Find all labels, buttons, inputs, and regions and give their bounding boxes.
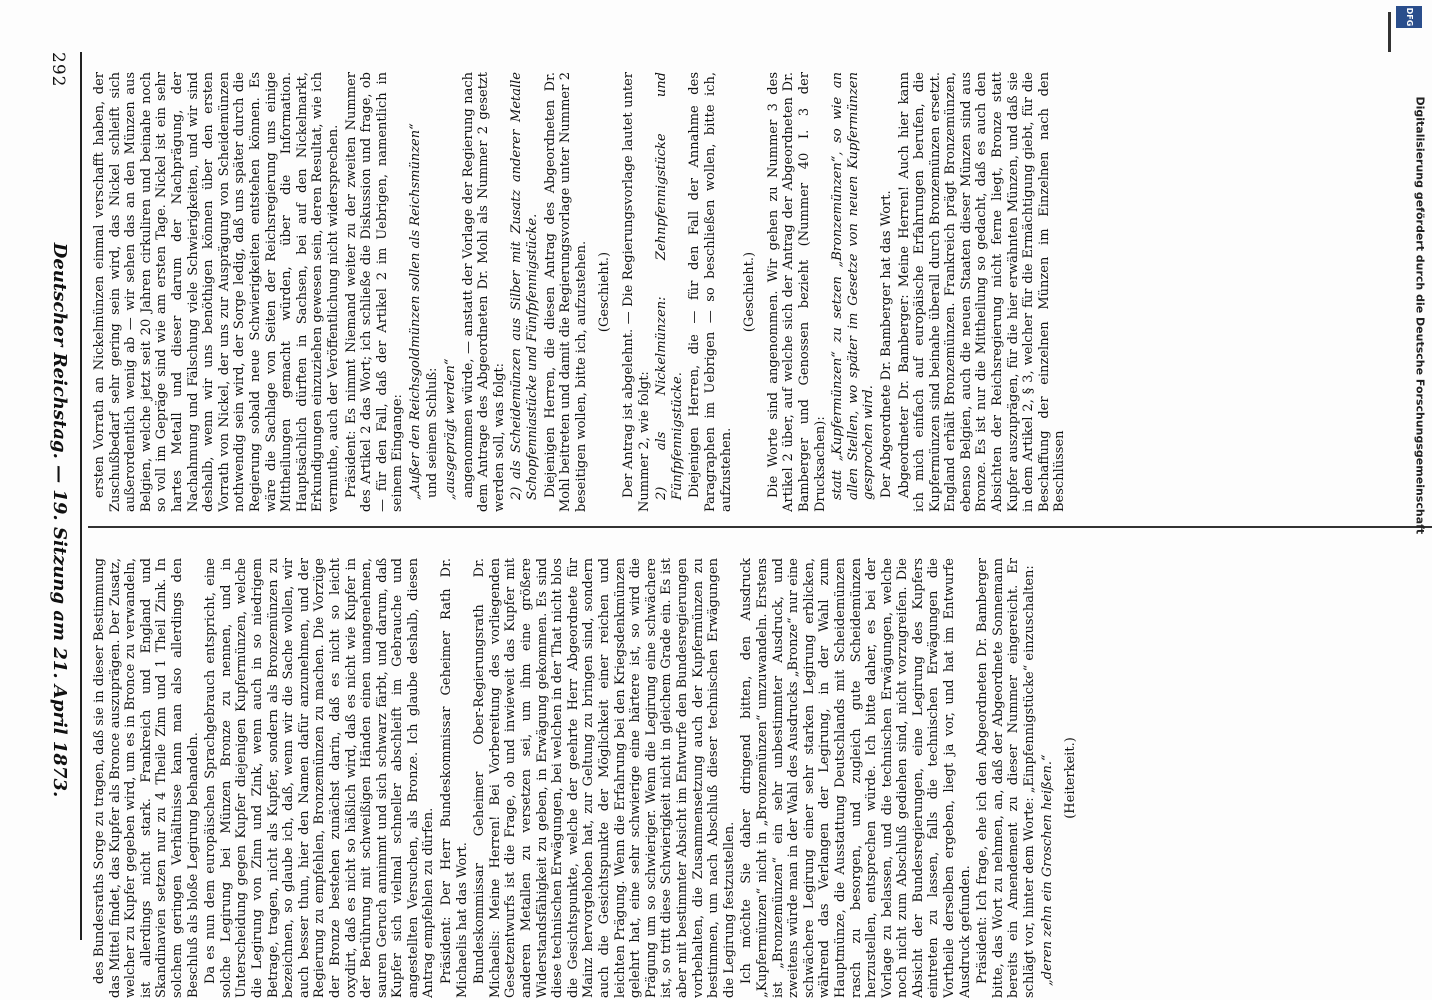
text-column-left bbox=[92, 72, 1377, 512]
paragraph: Die Worte sind angenommen. Wir gehen zu Nummer 3 des Artikel 2 über, auf welche sich der Antrag der Abgeordneten Dr. Bamberger und Genossen bezieht (Nummer 40 I. 3 der Drucksachen): bbox=[765, 72, 828, 512]
quoted-text: „Außer den Reichsgoldmünzen sollen als Reichsmünzen“ bbox=[407, 123, 423, 500]
paragraph: Bundeskommissar Geheimer Ober-Regierungsrath Dr. Michaelis: Meine Herren! Bei Vorbereitung des vorliegenden Gesetzentwurfs ist die Frage, ob und inwieweit das Kupfer mit anderen Metallen zu versetzen sei, um ihm eine größere Widerstandsfähigkeit zu geben, in Erwägung gekommen. Es sind diese technischen Erwägungen, bei welchen in der That nicht blos die Gesichtspunkte, welche der geehrte Herr Abgeordnete für Mainz hervorgehoben hat, zur Geltung zu bringen sind, sondern auch die Gesichtspunkte der Möglichkeit einer reichen und leichten Prägung. Wenn die Erfahrung bei den Kriegsdenkmünzen gelehrt hat, eine sehr schwierige eine härtere ist, so wird die Prägung um so schwieriger. Wenn die Legirung eine schwächere ist, so tritt diese Schwierigkeit nicht in gleichem Grade ein. Es ist aber mit bestimmter Absicht im Entwurfe den Bundesregierungen vorbehalten, die Zusammensetzung auch der Kupfermünzen zu bestimmen, um nach Abschluß dieser technischen Erwägungen die Legirung festzustellen. bbox=[472, 558, 737, 998]
dfg-logo: DFG bbox=[1396, 6, 1422, 28]
stage-direction: (Geschieht.) bbox=[742, 251, 758, 333]
quoted-text: 2) als Nickelmünzen: Zehnpfennigstücke und Fünfpfennigstücke. bbox=[654, 72, 685, 500]
paragraph: Präsident: Es nimmt Niemand weiter zu der zweiten Nummer des Artikel 2 das Wort; ich schließe die Diskussion und frage, ob — für den Fall, daß der Artikel 2 im Uebrigen, namentlich in seinem Eingange: bbox=[343, 72, 406, 512]
paragraph: angenommen würde, — anstatt der Vorlage der Regierung nach dem Antrage des Abgeordneten Dr. Mohl als Nummer 2 gesetzt werden soll, was folgt: bbox=[460, 72, 507, 512]
paragraph: Der Antrag ist abgelehnt. — Die Regierungsvorlage lautet unter Nummer 2, wie folgt: bbox=[621, 72, 652, 512]
text-column-right bbox=[92, 558, 1377, 998]
stage-direction: (Geschieht.) bbox=[597, 251, 613, 333]
quoted-text: statt „Kupfermünzen“ zu setzen „Bronzemünzen“, so wie an allen Stellen, wo später im Gesetze von neuen Kupfermünzen gesprochen wird. bbox=[830, 72, 877, 500]
paragraph: und seinem Schluß: bbox=[425, 367, 441, 498]
running-head: Deutscher Reichstag. — 19. Sitzung am 21. April 1873. bbox=[49, 242, 70, 798]
paragraph: Ich möchte Sie daher dringend bitten, den Ausdruck „Kupfermünzen“ nicht in „Bronzemünzen“ umzuwandeln. Erstens ist „Bronzemünzen“ ein sehr unbestimmter Ausdruck, und zweitens würde man in der Wahl des Ausdrucks „Bronze“ nur eine schwächere Legirung einer sehr starken Legirung erblicken, während das Verlangen der Legirung, in der Wahl zum Hauptmünze, die Ausstattung Deutschlands mit Scheidemünzen rasch zu besorgen, und zugleich gute Scheidemünzen herzustellen, entsprechen würde. Ich bitte daher, es bei der Vorlage zu belassen, und die technischen Erwägungen, welche noch nicht zum Abschluß gediehen sind, nicht vorzugreifen. Die Absicht der Bundesregierungen, eine Legirung des Kupfers eintreten zu lassen, falls die technischen Erwägungen die Vortheile derselben ergeben, liegt ja vor, und hat im Entwurfe Ausdruck gefunden. bbox=[739, 558, 973, 998]
paragraph: Präsident: Ich frage, ehe ich den Abgeordneten Dr. Bamberger bitte, das Wort zu nehmen, an, daß der Abgeordnete Sonnemann bereits ein Amendement zu dieser Nummer eingereicht. Er schlägt vor, hinter dem Worte: „Einpfennigstücke“ einzuschalten: bbox=[975, 558, 1038, 998]
scan-edge-marker bbox=[1388, 12, 1391, 52]
paragraph: Diejenigen Herren, die diesen Antrag des Abgeordneten Dr. Mohl beitreten und damit die Regierungsvorlage unter Nummer 2 beseitigen wollen, bitte ich, aufzustehen. bbox=[542, 72, 589, 512]
paragraph: Der Abgeordnete Dr. Bamberger hat das Wort. bbox=[878, 190, 894, 498]
paragraph: Präsident: Der Herr Bundeskommissar Geheimer Rath Dr. Michaelis hat das Wort. bbox=[439, 558, 470, 998]
paragraph: Diejenigen Herren, die — für den Fall der Annahme des Paragraphen im Uebrigen — so beschließen wollen, bitte ich, aufzustehen. bbox=[687, 72, 734, 512]
quoted-text: „ausgeprägt werden“ bbox=[443, 358, 459, 500]
paragraph: Da es nun dem europäischen Sprachgebrauch entspricht, eine solche Legirung bei Münzen Bronze zu nennen, und in Unterscheidung gegen Kupfer diejenigen Kupfermünzen, welche die Legirung von Zinn und Zink, wenn auch in so niedrigem Betrage, tragen, nicht als Kupfer, sondern als Bronzemünzen zu bezeichnen, so glaube ich, daß, wenn wir die Sache wollen, wir auch besser thun, hier den Namen dafür anzunehmen, und der Regierung zu empfehlen, Bronzemünzen zu machen. Die Vorzüge der Bronze bestehen zunächst darin, daß es nicht so leicht oxydirt, daß es nicht so häßlich wird, daß es nicht wie Kupfer in der Berührung mit schweißigen Händen einen unangenehmen, sauren Geruch annimmt und sich schwarz färbt, und darum, daß Kupfer sich vielmal schneller abschleift im Gebrauche und angestellten Versuchen, als Bronze. Ich glaube deshalb, diesen Antrag empfehlen zu dürfen. bbox=[203, 558, 437, 998]
stage-direction: (Heiterkeit.) bbox=[1063, 737, 1079, 819]
quoted-text: 2) als Scheidemünzen aus Silber mit Zusatz anderer Metalle Schopfenniastücke und Fünfpfennigstücke. bbox=[509, 72, 541, 500]
header-rule bbox=[80, 52, 82, 940]
quoted-text: „deren zehn ein Groschen heißen.“ bbox=[1039, 754, 1055, 986]
paragraph: ersten Vorrath an Nickelmünzen einmal verschafft haben, der Zuschußbedarf sehr gering sein wird, das Nickel schleift sich außerordentlich wenig ab — wir sehen das an den Münzen aus Belgien, welche jetzt seit 20 Jahren cirkuliren und beinahe noch so voll im Gepräge sind wie am ersten Tage. Nickel ist ein sehr hartes Metall und dieser darum der Nachprägung, der Nachahmung und Fälschung viele Schwierigkeiten, und wir sind deshalb, wenn wir uns benöthigen können über den ersten Vorrath von Nickel, der uns zur Ausprägung von Scheidemünzen nothwendig sein wird, der Sorge ledig, daß uns später durch die Regierung sobald neue Schwierigkeiten entstehen können. Es wäre die Sachlage von Seiten der Reichsregierung uns einige Mittheilungen gemacht würden, über die Information. Hauptsächlich dürften in Sachsen, bei auf den Nickelmarkt, Erkundigungen einzuziehen gewesen sein, deren Resultat, wie ich vermuthe, auch der Veröffentlichung nicht widersprechen. bbox=[92, 72, 341, 512]
column-divider bbox=[88, 526, 1432, 528]
paragraph: Abgeordneter Dr. Bamberger: Meine Herren! Auch hier kann ich mich einfach auf europäische Erfahrungen berufen, die Kupfermünzen sind beinahe überall durch Bronzemünzen ersetzt. England erhält Bronzemünzen. Frankreich prägt Bronzemünzen, ebenso Belgien, auch die neuen Staaten dieser Münzen sind aus Bronze. Es ist nur die Mittheilung so gedacht, daß es auch den Absichten der Reichsregierung nicht ferne liegt, Bronze statt Kupfer auszuprägen, für die hier erwähnten Münzen, und daß sie in dem Artikel 2, § 3, welcher für die Ermächtigung giebt, für die Beschaffung der einzelnen Münzen im Einzelnen nach den Beschlüssen bbox=[896, 72, 1068, 512]
paragraph: des Bundesraths Sorge zu tragen, daß sie in dieser Bestimmung das Mittel findet, das Kupfer als Bronce auszuprägen. Der Zusatz, welcher zu Kupfer gegeben wird, um es in Bronce zu verwandeln, ist allerdings nicht stark. Frankreich und England und Skandinavien setzen nur zu 4 Theile Zinn und 1 Theil Zink. In solchem geringen Verhältnisse kann man also allerdings den Beschluß als bloße Legirung behandeln. bbox=[92, 558, 201, 998]
digitization-credit: Digitalisierung gefördert durch die Deutsche Forschungsgemeinschaft bbox=[1413, 96, 1427, 535]
page-number: 292 bbox=[48, 52, 68, 88]
